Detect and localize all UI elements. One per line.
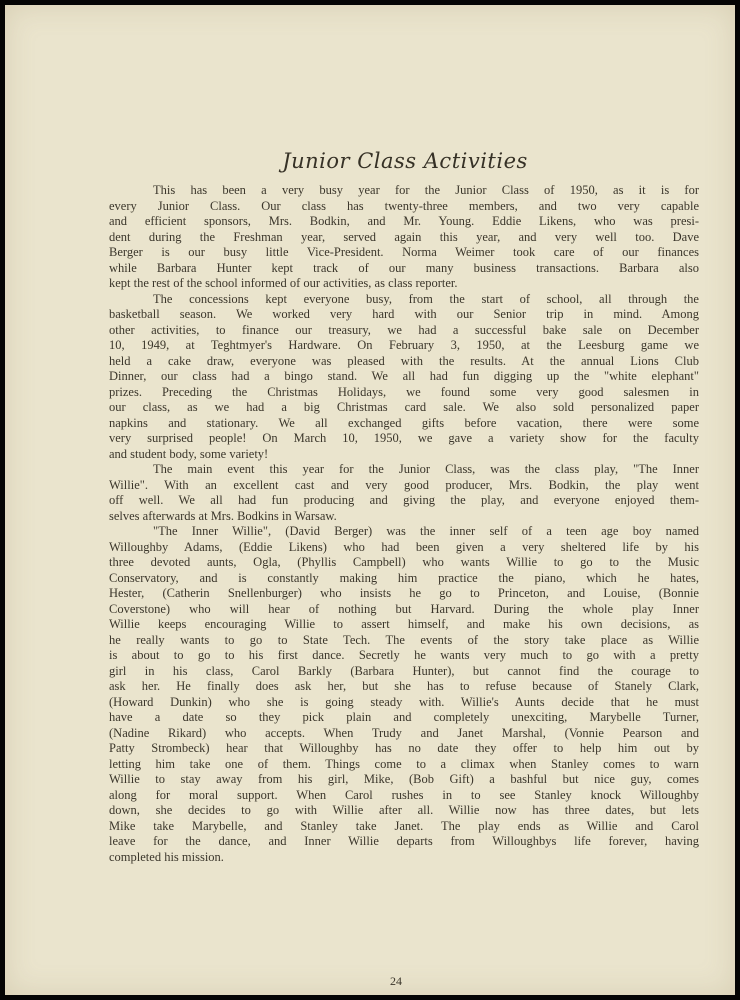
text-line: three devoted aunts, Ogla, (Phyllis Campbell) who wants Willie to go to the Music <box>109 555 699 569</box>
text-line: Patty Strombeck) hear that Willoughby has no date they offer to help him out by <box>109 741 699 755</box>
text-line: completed his mission. <box>109 849 224 864</box>
text-line: Coverstone) who will hear of nothing but Harvard. During the whole play Inner <box>109 601 699 616</box>
text-line: (Howard Dunkin) who she is going steady with. Willie's Aunts decide that he must <box>109 694 699 709</box>
document-page <box>5 5 735 995</box>
text-line: basketball season. We worked very hard with our Senior trip in mind. Among <box>109 307 699 321</box>
body-text <box>109 183 699 865</box>
text-line: (Nadine Rikard) who accepts. When Trudy and Janet Marshal, (Vonnie Pearson and <box>109 725 699 740</box>
text-line: is about to go to his first dance. Secretly he wants very much to go with a pretty <box>109 648 699 662</box>
text-line: kept the rest of the school informed of our activities, as class reporter. <box>109 276 458 290</box>
text-line: The main event this year for the Junior Class, was the class play, "The Inner <box>153 462 699 476</box>
text-line: while Barbara Hunter kept track of our many business transactions. Barbara also <box>109 260 699 275</box>
text-line: down, she decides to go with Willie after all. Willie now has three dates, but lets <box>109 803 699 817</box>
text-line: "The Inner Willie", (David Berger) was the inner self of a teen age boy named <box>153 524 699 538</box>
text-line: have a date so they pick plain and completely unexciting, Marybelle Turner, <box>109 710 699 724</box>
text-line: held a cake draw, everyone was pleased with the results. At the annual Lions Club <box>109 353 699 368</box>
text-line: letting him take one of them. Things come to a climax when Stanley comes to warn <box>109 756 699 771</box>
text-line: very surprised people! On March 10, 1950, we gave a variety show for the faculty <box>109 431 699 445</box>
page-number: 24 <box>390 974 402 988</box>
text-line: The concessions kept everyone busy, from the start of school, all through the <box>153 291 699 306</box>
text-line: napkins and stationary. We all exchanged gifts before vacation, there were some <box>109 415 699 430</box>
text-line: ask her. He finally does ask her, but she has to refuse because of Stanely Clark, <box>109 679 699 693</box>
text-line: Berger is our busy little Vice-President. Norma Weimer took care of our finances <box>109 245 699 259</box>
page-title: Junior Class Activities <box>282 149 528 173</box>
text-line: other activities, to finance our treasury, we had a successful bake sale on December <box>109 322 699 337</box>
text-line: Willie to stay away from his girl, Mike, (Bob Gift) a bashful but nice guy, comes <box>109 772 699 786</box>
text-line: leave for the dance, and Inner Willie departs from Willoughbys life forever, having <box>109 834 699 848</box>
text-line: and student body, some variety! <box>109 446 269 461</box>
text-line: Willoughby Adams, (Eddie Likens) who had been given a very sheltered life by his <box>109 539 699 554</box>
text-line: off well. We all had fun producing and giving the play, and everyone enjoyed them- <box>109 493 699 507</box>
text-line: Willie keeps encouraging Willie to assert himself, and make his own decisions, as <box>109 617 699 631</box>
text-line: girl in his class, Carol Barkly (Barbara Hunter), but cannot find the courage to <box>109 663 699 678</box>
text-line: Conservatory, and is constantly making him practice the piano, which he hates, <box>109 570 699 585</box>
text-line: 10, 1949, at Teghtmyer's Hardware. On February 3, 1950, at the Leesburg game we <box>109 338 699 352</box>
text-line: along for moral support. When Carol rushes in to see Stanley knock Willoughby <box>109 787 699 802</box>
text-line: This has been a very busy year for the Junior Class of 1950, as it is for <box>153 183 699 197</box>
text-line: Hester, (Catherin Snellenburger) who insists he go to Princeton, and Louise, (Bonnie <box>109 586 699 600</box>
text-line: Mike take Marybelle, and Stanley take Janet. The play ends as Willie and Carol <box>109 818 699 833</box>
text-line: selves afterwards at Mrs. Bodkins in Warsaw. <box>109 508 337 523</box>
text-line: every Junior Class. Our class has twenty-three members, and two very capable <box>109 198 699 213</box>
text-line: and efficient sponsors, Mrs. Bodkin, and Mr. Young. Eddie Likens, who was presi- <box>109 214 699 228</box>
text-line: prizes. Preceding the Christmas Holidays, we found some very good salesmen in <box>109 384 699 399</box>
text-line: Dinner, our class had a bingo stand. We all had fun digging up the "white elephant" <box>109 369 699 383</box>
text-line: our class, as we had a big Christmas card sale. We also sold personalized paper <box>109 400 699 414</box>
text-line: dent during the Freshman year, served again this year, and very well too. Dave <box>109 229 699 244</box>
text-line: he really wants to go to State Tech. The events of the story take place as Willie <box>109 632 699 647</box>
text-line: Willie". With an excellent cast and very good producer, Mrs. Bodkin, the play went <box>109 477 699 492</box>
